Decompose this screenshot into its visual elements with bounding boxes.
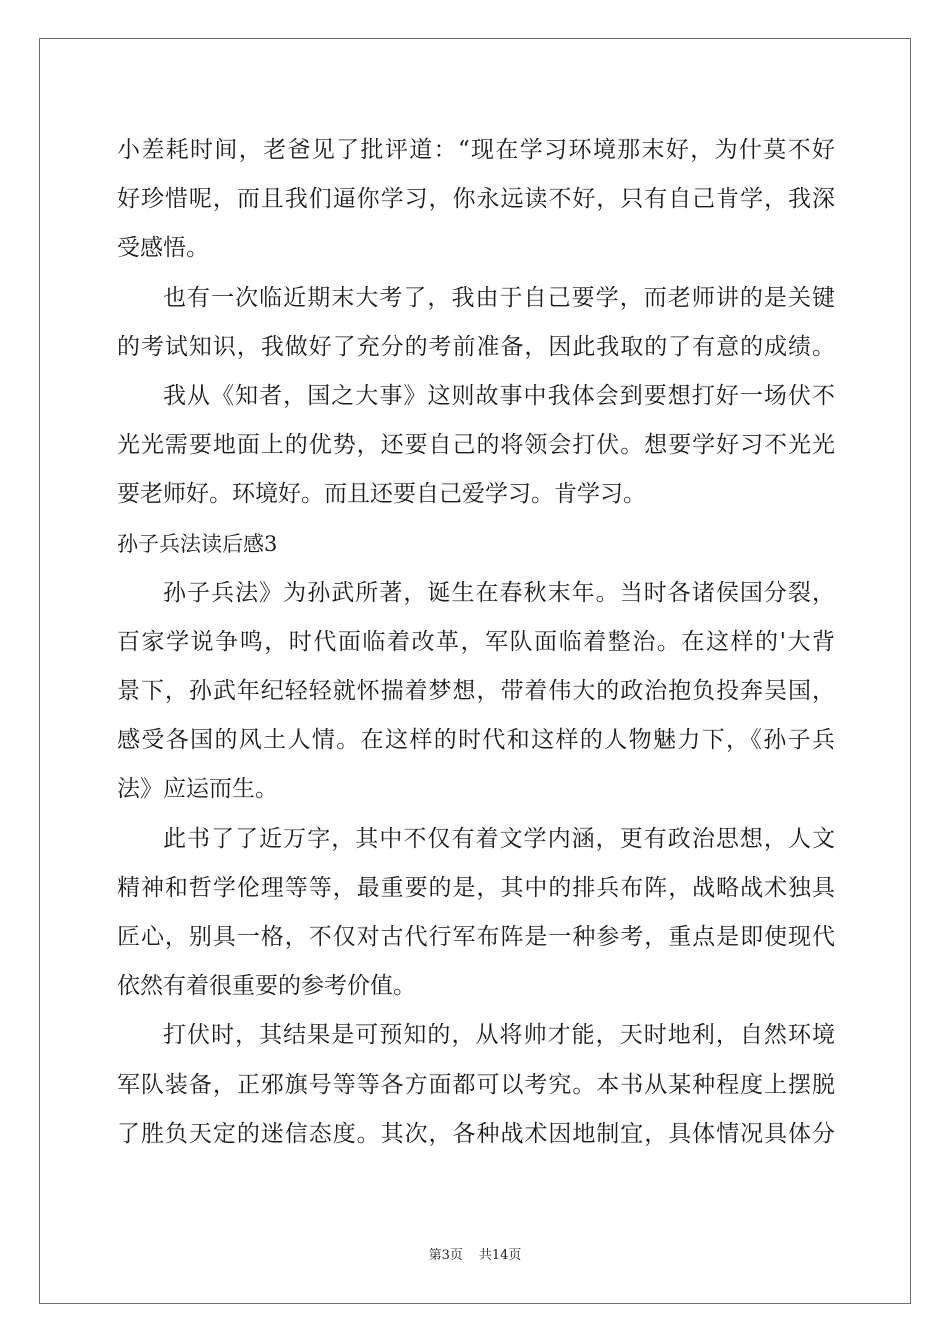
text-line: 也有一次临近期末大考了，我由于自己要学，而老师讲的是关键	[163, 284, 835, 311]
text-line: 孙子兵法》为孙武所著，诞生在春秋末年。当时各诸侯国分裂，	[163, 579, 835, 606]
document-body	[117, 126, 835, 1159]
section-heading: 孙子兵法读后感3	[117, 531, 278, 556]
text-line: 依然有着很重要的参考价值。	[117, 973, 416, 1000]
text-line: 好珍惜呢，而且我们逼你学习，你永远读不好，只有自己肯学，我深	[117, 186, 835, 213]
text-line: 百家学说争鸣，时代面临着改革，军队面临着整治。在这样的'大背	[117, 628, 835, 655]
text-line: 光光需要地面上的优势，还要自己的将领会打伏。想要学好习不光光	[117, 432, 835, 459]
text-line: 小差耗时间，老爸见了批评道：“现在学习环境那末好，为什莫不好	[117, 137, 835, 163]
text-line: 军队装备，正邪旗号等等各方面都可以考究。本书从某种程度上摆脱	[117, 1071, 835, 1098]
text-line: 此书了了近万字，其中不仅有着文学内涵，更有政治思想，人文	[163, 825, 835, 852]
page-number-current: 第3页	[428, 1248, 463, 1263]
page-number-total: 共14页	[478, 1248, 522, 1263]
text-line: 景下，孙武年纪轻轻就怀揣着梦想，带着伟大的政治抱负投奔吴国，	[117, 678, 835, 705]
page-footer	[0, 1244, 950, 1263]
text-line: 了胜负天定的迷信态度。其次，各种战术因地制宜，具体情况具体分	[117, 1120, 835, 1147]
text-line: 受感悟。	[117, 235, 209, 262]
text-line: 法》应运而生。	[117, 776, 278, 803]
text-line: 精神和哲学伦理等等，最重要的是，其中的排兵布阵，战略战术独具	[117, 874, 835, 901]
text-line: 我从《知者，国之大事》这则故事中我体会到要想打好一场伏不	[163, 382, 835, 409]
text-line: 匠心，别具一格，不仅对古代行军布阵是一种参考，重点是即使现代	[117, 924, 835, 950]
text-line: 打伏时，其结果是可预知的，从将帅才能，天时地利，自然环境	[163, 1022, 835, 1049]
text-line: 要老师好。环境好。而且还要自己爱学习。肯学习。	[117, 481, 646, 508]
text-line: 感受各国的风土人情。在这样的时代和这样的人物魅力下，《孙子兵	[117, 727, 835, 754]
text-line: 的考试知识，我做好了充分的考前准备，因此我取的了有意的成绩。	[117, 333, 835, 360]
